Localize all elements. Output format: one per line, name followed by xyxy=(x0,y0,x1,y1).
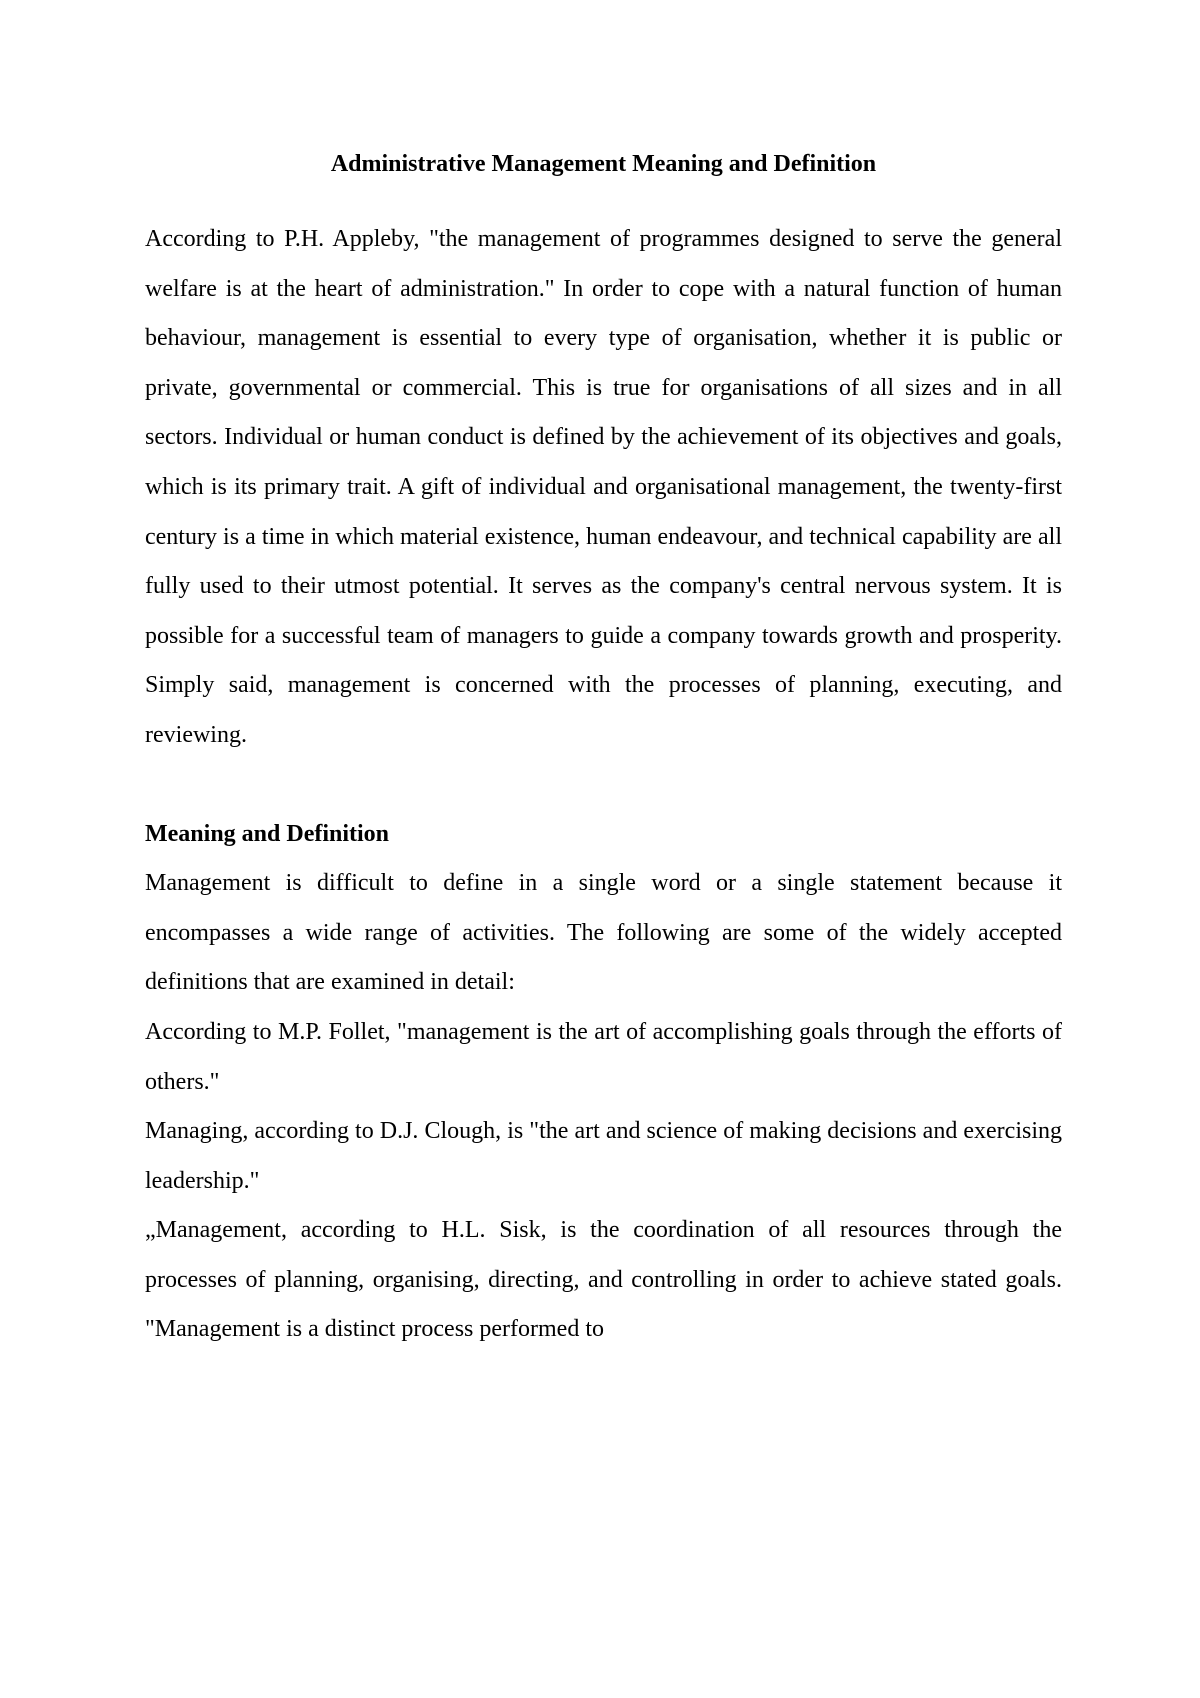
definition-follet: According to M.P. Follet, "management is the art of accomplishing goals through the efforts of others." xyxy=(145,1018,1062,1095)
section-heading: Meaning and Definition xyxy=(145,820,390,847)
intro-paragraph: According to P.H. Appleby, "the management of programmes designed to serve the general welfare is at the heart of administration." In order to cope with a natural function of human behaviour, management is essential to every type of organisation, whether it is public or private, governmental or commercial. This is true for organisations of all sizes and in all sectors. Individual or human conduct is defined by the achievement of its objectives and goals, which is its primary trait. A gift of individual and organisational management, the twenty-first century is a time in which material existence, human endeavour, and technical capability are all fully used to their utmost potential. It serves as the company's central nervous system. It is possible for a successful team of managers to guide a company towards growth and prosperity. Simply said, management is concerned with the processes of planning, executing, and reviewing. xyxy=(145,226,1062,748)
definition-sisk: „Management, according to H.L. Sisk, is the coordination of all resources through the processes of planning, organising, directing, and controlling in order to achieve stated goals. "Management is a distinct process performed to xyxy=(145,1217,1062,1343)
document-title: Administrative Management Meaning and Definition xyxy=(330,151,877,177)
document-body xyxy=(145,146,1062,1355)
definition-clough: Managing, according to D.J. Clough, is "the art and science of making decisions and exercising leadership." xyxy=(145,1118,1062,1194)
definition-paragraph: Management is difficult to define in a single word or a single statement because it encompasses a wide range of activities. The following are some of the widely accepted definitions that are examined in detail: xyxy=(145,870,1062,996)
